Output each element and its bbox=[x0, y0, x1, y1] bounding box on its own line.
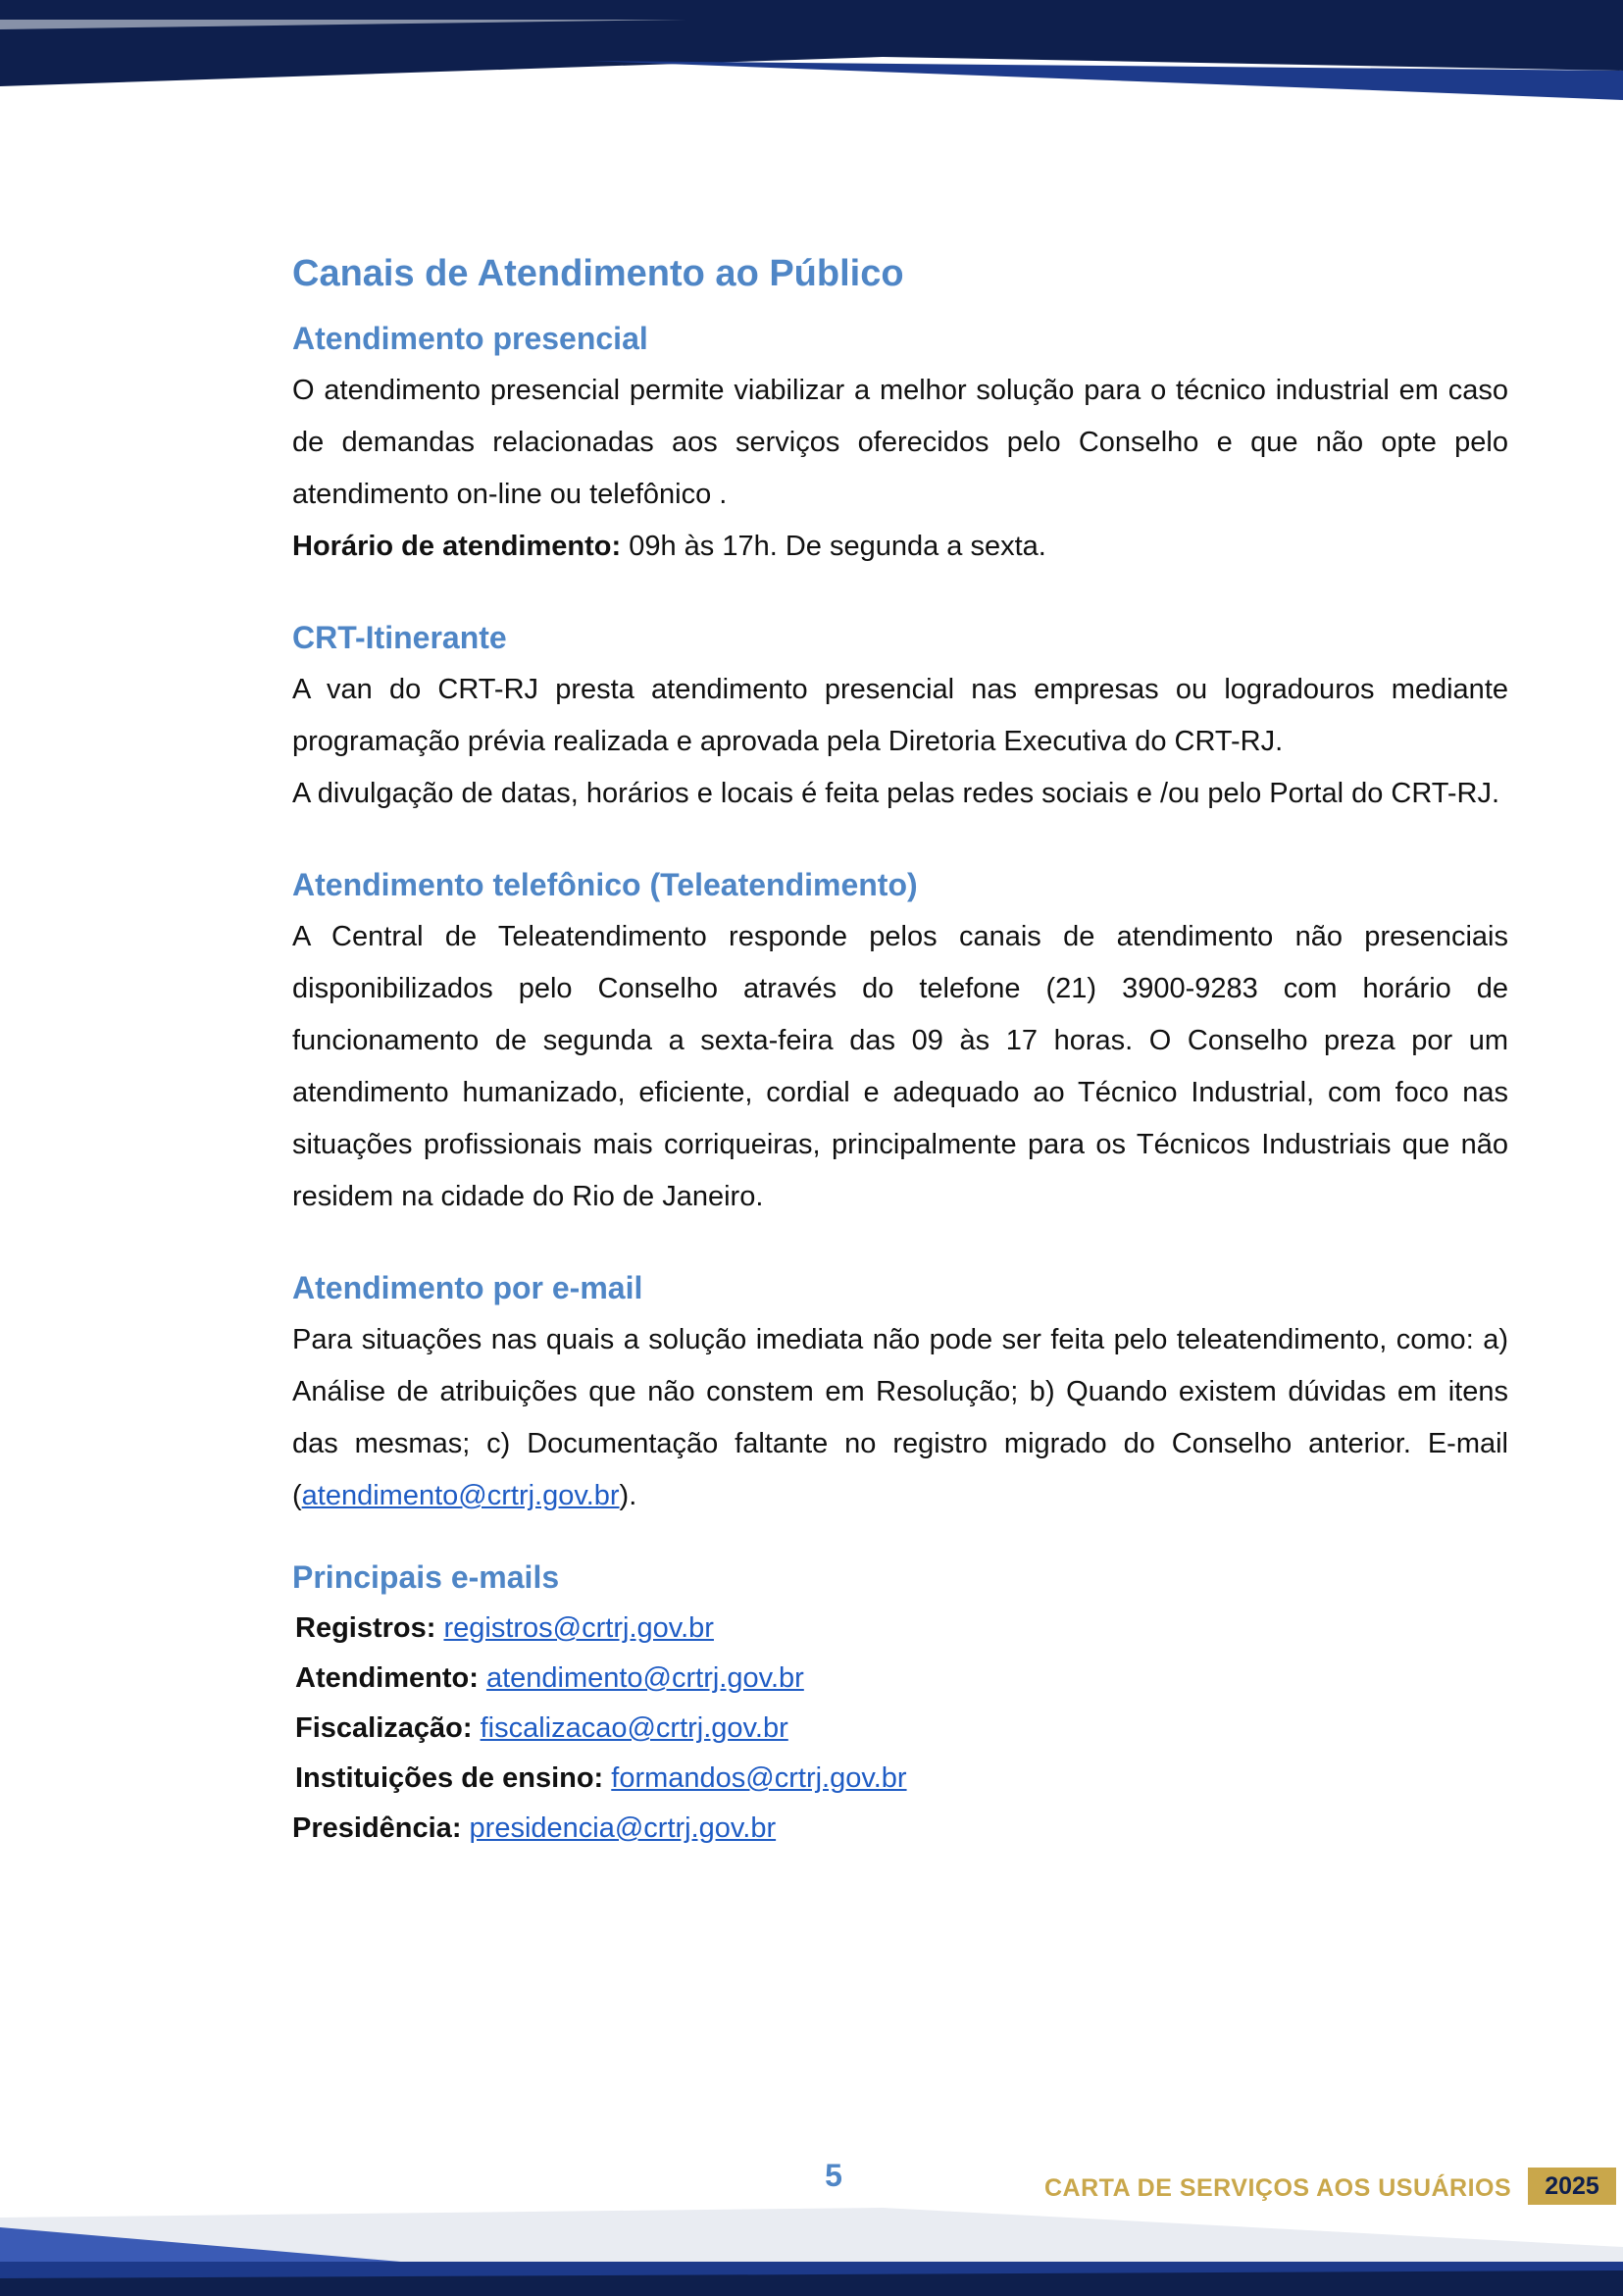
hours-label: Horário de atendimento: bbox=[292, 531, 622, 562]
section-title-telefonico: Atendimento telefônico (Teleatendimento) bbox=[292, 867, 918, 902]
paragraph-itinerante-2: A divulgação de datas, horários e locais é feita pelas redes sociais e /ou pelo Portal do CRT-RJ. bbox=[292, 778, 1500, 809]
section-title-presencial: Atendimento presencial bbox=[292, 321, 648, 356]
footer-title: CARTA DE SERVIÇOS AOS USUÁRIOS bbox=[1044, 2174, 1512, 2202]
page-number: 5 bbox=[825, 2158, 842, 2193]
section-title-itinerante: CRT-Itinerante bbox=[292, 620, 507, 655]
email-label: Registros: bbox=[295, 1612, 436, 1644]
email-row-registros bbox=[292, 1604, 1508, 1654]
page-title: Canais de Atendimento ao Público bbox=[292, 253, 904, 294]
paragraph-itinerante-1: A van do CRT-RJ presta atendimento presencial nas empresas ou logradouros mediante programação prévia realizada e aprovada pela Diretoria Executiva do CRT-RJ. bbox=[292, 674, 1508, 757]
email-text-pre: Para situações nas quais a solução imediata não pode ser feita pelo teleatendimento, como: a) Análise de atribuições que não constem em Resolução; b) Quando existem dúvidas em itens das mesmas; c) Documentação faltante no registro migrado do Conselho anterior. E-mail ( bbox=[292, 1324, 1508, 1511]
email-link-fiscalizacao[interactable]: fiscalizacao@crtrj.gov.br bbox=[480, 1712, 788, 1744]
section-title-email: Atendimento por e-mail bbox=[292, 1270, 643, 1305]
email-link-atendimento[interactable]: atendimento@crtrj.gov.br bbox=[485, 1662, 804, 1694]
email-label: Instituições de ensino: bbox=[295, 1762, 604, 1794]
email-label: Presidência: bbox=[292, 1812, 462, 1844]
email-label: Atendimento: bbox=[295, 1662, 479, 1694]
email-link-formandos[interactable]: formandos@crtrj.gov.br bbox=[611, 1762, 907, 1794]
hours-line bbox=[292, 521, 1508, 573]
paragraph-presencial: O atendimento presencial permite viabilizar a melhor solução para o técnico industrial em caso de demandas relacionadas aos serviços oferecidos pelo Conselho e que não opte pelo atendimento on-line ou telefônico . bbox=[292, 375, 1508, 510]
paragraph-email bbox=[292, 1314, 1508, 1522]
footer-year-badge: 2025 bbox=[1528, 2168, 1616, 2205]
paragraph-telefonico: A Central de Teleatendimento responde pelos canais de atendimento não presenciais disponibilizados pelo Conselho através do telefone (21) 3900-9283 com horário de funcionamento de segunda a sexta-feira das 09 às 17 horas. O Conselho preza por um atendimento humanizado, eficiente, cordial e adequado ao Técnico Industrial, com foco nas situações profissionais mais corriqueiras, principalmente para os Técnicos Industriais que não residem na cidade do Rio de Janeiro. bbox=[292, 921, 1508, 1212]
hours-value: 09h às 17h. De segunda a sexta. bbox=[621, 531, 1046, 562]
section-title-principais: Principais e-mails bbox=[292, 1559, 560, 1595]
atendimento-email-link[interactable]: atendimento@crtrj.gov.br bbox=[301, 1480, 620, 1511]
email-list bbox=[292, 1604, 1508, 1854]
email-row-ensino bbox=[292, 1754, 1508, 1804]
email-row-presidencia bbox=[292, 1804, 1508, 1854]
footer-decoration bbox=[0, 2168, 1623, 2296]
email-row-fiscalizacao bbox=[292, 1704, 1508, 1754]
email-link-presidencia[interactable]: presidencia@crtrj.gov.br bbox=[469, 1812, 777, 1844]
email-label: Fiscalização: bbox=[295, 1712, 473, 1744]
page-content bbox=[292, 253, 1508, 1854]
email-row-atendimento bbox=[292, 1654, 1508, 1704]
email-text-post: ). bbox=[619, 1480, 637, 1511]
email-link-registros[interactable]: registros@crtrj.gov.br bbox=[443, 1612, 714, 1644]
header-decoration bbox=[0, 0, 1623, 108]
